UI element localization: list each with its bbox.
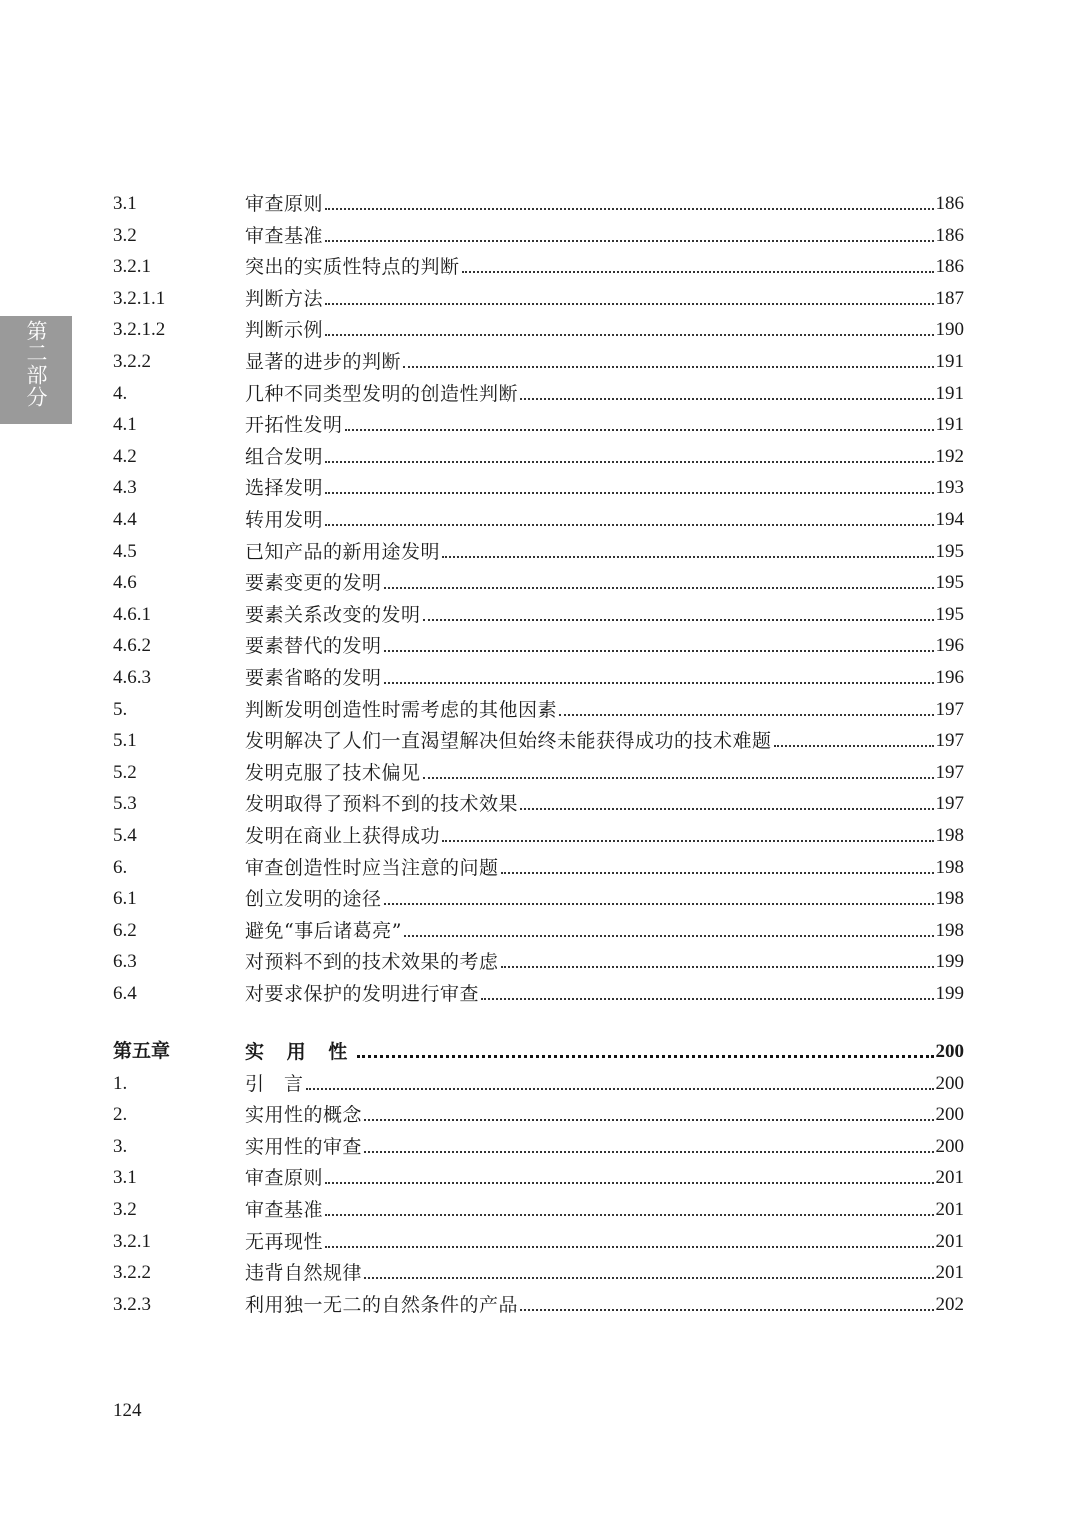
toc-entry-number: 4.4 — [113, 509, 137, 530]
toc-entry-title: 避免“事后诸葛亮” — [245, 919, 402, 942]
toc-entry-title: 要素省略的发明 — [245, 667, 382, 689]
toc-entry-row — [113, 723, 964, 753]
toc-entry-title: 实用性的概念 — [245, 1104, 363, 1127]
toc-entry-number: 5.2 — [113, 761, 137, 783]
dot-leader — [325, 208, 933, 210]
toc-entry-title: 对预料不到的技术效果的考虑 — [245, 951, 499, 974]
toc-entry-row — [113, 1287, 964, 1317]
toc-entry-number: 4. — [113, 382, 128, 404]
dot-leader — [559, 714, 933, 716]
toc-entry-row — [113, 1129, 964, 1159]
toc-entry-number: 3.2 — [113, 224, 137, 246]
toc-entry-row — [113, 186, 964, 216]
toc-entry-row — [113, 1224, 964, 1254]
toc-entry-title: 要素关系改变的发明 — [245, 603, 421, 626]
toc-chapter-row — [113, 1034, 964, 1064]
toc-entry-page: 199 — [935, 983, 964, 1004]
toc-entry-row — [113, 249, 964, 279]
toc-entry-title: 发明取得了预料不到的技术效果 — [245, 793, 519, 816]
toc-entry-row — [113, 1255, 964, 1285]
toc-entry-title: 审查原则 — [245, 193, 324, 215]
toc-entry-page: 195 — [935, 572, 964, 594]
toc-entry-row — [113, 344, 964, 374]
toc-entry-page: 186 — [935, 193, 964, 214]
toc-entry-title: 审查原则 — [245, 1167, 324, 1190]
page-number: 124 — [113, 1400, 142, 1421]
toc-entry-title: 发明解决了人们一直渴望解决但始终未能获得成功的技术难题 — [245, 730, 772, 753]
dot-leader — [364, 1119, 933, 1121]
toc-entry-title: 转用发明 — [245, 509, 324, 531]
toc-entry-row — [113, 1192, 964, 1222]
toc-entry-number: 2. — [113, 1104, 128, 1126]
toc-entry-row — [113, 1160, 964, 1190]
toc-entry-page: 195 — [935, 540, 964, 562]
toc-entry-page: 201 — [935, 1199, 964, 1220]
dot-leader — [520, 808, 933, 810]
toc-entry-row — [113, 692, 964, 722]
dot-leader — [501, 966, 934, 968]
toc-entry-page: 196 — [935, 667, 964, 688]
toc-entry-number: 4.5 — [113, 540, 137, 562]
toc-entry-page: 197 — [935, 761, 964, 783]
toc-entry-number: 5. — [113, 698, 128, 720]
dot-leader — [325, 334, 933, 336]
toc-entry-row — [113, 407, 964, 437]
toc-entry-page: 194 — [935, 509, 964, 530]
toc-entry-number: 3.2.3 — [113, 1293, 151, 1315]
toc-entry-title: 选择发明 — [245, 477, 324, 500]
toc-entry-row — [113, 281, 964, 311]
toc-entry-title: 突出的实质性特点的判断 — [245, 256, 460, 279]
toc-entry-page: 197 — [935, 730, 964, 752]
toc-entry-page: 192 — [935, 445, 964, 467]
toc-entry-row — [113, 850, 964, 880]
dot-leader — [364, 1277, 933, 1279]
toc-entry-row — [113, 913, 964, 943]
toc-entry-title: 实用性的审查 — [245, 1135, 363, 1158]
toc-entry-number: 6.3 — [113, 951, 137, 973]
toc-entry-number: 3.2.2 — [113, 351, 151, 372]
toc-entry-title: 对要求保护的发明进行审查 — [245, 983, 480, 1005]
toc-entry-page: 191 — [935, 351, 964, 372]
toc-entry-page: 196 — [935, 635, 964, 657]
toc-entry-page: 191 — [935, 382, 964, 404]
toc-entry-number: 4.3 — [113, 477, 137, 499]
toc-entry-number: 3.1 — [113, 193, 137, 214]
toc-entry-title: 组合发明 — [245, 445, 324, 468]
toc-entry-page: 195 — [935, 603, 964, 625]
dot-leader — [403, 366, 933, 368]
dot-leader — [774, 745, 934, 747]
dot-leader — [325, 1214, 933, 1216]
toc-entry-title: 创立发明的途径 — [245, 888, 382, 911]
toc-entry-row — [113, 944, 964, 974]
toc-entry-number: 6.1 — [113, 888, 137, 910]
dot-leader — [357, 1055, 933, 1058]
toc-entry-row — [113, 786, 964, 816]
toc-entry-row — [113, 881, 964, 911]
toc-entry-page: 201 — [935, 1167, 964, 1189]
toc-entry-title: 利用独一无二的自然条件的产品 — [245, 1293, 519, 1316]
toc-entry-title: 发明克服了技术偏见 — [245, 761, 421, 784]
toc-entry-page: 186 — [935, 256, 964, 278]
toc-entry-number: 4.1 — [113, 414, 137, 436]
toc-entry-number: 6.4 — [113, 983, 137, 1004]
toc-entry-page: 202 — [935, 1293, 964, 1315]
toc-entry-number: 1. — [113, 1072, 128, 1094]
dot-leader — [325, 240, 933, 242]
toc-entry-row — [113, 534, 964, 564]
toc-entry-number: 4.6.2 — [113, 635, 151, 657]
toc-entry-title: 已知产品的新用途发明 — [245, 540, 441, 563]
toc-entry-page: 198 — [935, 856, 964, 878]
toc-entry-title: 要素变更的发明 — [245, 572, 382, 595]
toc-entry-page: 200 — [935, 1072, 964, 1094]
side-tab-label: 第二部分 — [24, 320, 48, 408]
dot-leader — [384, 903, 934, 905]
dot-leader — [325, 1182, 933, 1184]
toc-entry-title: 判断发明创造性时需考虑的其他因素 — [245, 698, 558, 721]
toc-entry-number: 3.2.1.1 — [113, 287, 166, 309]
toc-entry-title: 发明在商业上获得成功 — [245, 825, 441, 847]
toc-entry-page: 200 — [935, 1135, 964, 1157]
toc-entry-title: 实 用 性 — [245, 1041, 356, 1063]
toc-entry-title: 引 言 — [245, 1072, 304, 1095]
dot-leader — [384, 682, 934, 684]
toc-entry-title: 开拓性发明 — [245, 414, 343, 437]
toc-entry-number: 3.2.2 — [113, 1262, 151, 1284]
toc-entry-number: 6. — [113, 856, 128, 878]
toc-entry-row — [113, 597, 964, 627]
dot-leader — [306, 1088, 934, 1090]
toc-entry-title: 审查基准 — [245, 1199, 324, 1221]
toc-entry-row — [113, 628, 964, 658]
toc-entry-number: 3.2.1.2 — [113, 319, 166, 341]
dot-leader — [442, 840, 933, 842]
dot-leader — [325, 524, 933, 526]
toc-entry-row — [113, 439, 964, 469]
toc-entry-row — [113, 755, 964, 785]
toc-entry-number: 3.1 — [113, 1167, 137, 1189]
toc-entry-number: 4.6.1 — [113, 603, 151, 625]
toc-entry-page: 199 — [935, 951, 964, 973]
toc-entry-page: 190 — [935, 319, 964, 341]
dot-leader — [325, 492, 933, 494]
toc-entry-number: 6.2 — [113, 919, 137, 941]
dot-leader — [325, 1246, 933, 1248]
toc-entry-title: 判断方法 — [245, 287, 324, 310]
dot-leader — [462, 271, 934, 273]
toc-entry-row — [113, 818, 964, 848]
dot-leader — [325, 303, 933, 305]
dot-leader — [384, 587, 934, 589]
toc-entry-page: 187 — [935, 287, 964, 309]
toc-entry-number: 3.2.1 — [113, 256, 151, 278]
toc-entry-page: 197 — [935, 793, 964, 815]
dot-leader — [423, 777, 934, 779]
dot-leader — [404, 935, 934, 937]
toc-entry-title: 审查基准 — [245, 224, 324, 247]
toc-entry-page: 201 — [935, 1262, 964, 1284]
dot-leader — [345, 429, 934, 431]
toc-entry-page: 200 — [935, 1104, 964, 1126]
toc-entry-number: 4.2 — [113, 445, 137, 467]
toc-entry-page: 201 — [935, 1230, 964, 1252]
dot-leader — [520, 398, 933, 400]
section-side-tab — [0, 316, 72, 424]
toc-entry-number: 3. — [113, 1135, 128, 1157]
toc-entry-title: 要素替代的发明 — [245, 635, 382, 658]
toc-entry-row — [113, 376, 964, 406]
dot-leader — [384, 650, 934, 652]
toc-entry-page: 193 — [935, 477, 964, 499]
dot-leader — [481, 998, 933, 1000]
dot-leader — [325, 461, 933, 463]
toc-entry-title: 判断示例 — [245, 319, 324, 342]
toc-entry-page: 198 — [935, 919, 964, 941]
toc-entry-page: 198 — [935, 888, 964, 910]
toc-entry-page: 197 — [935, 698, 964, 720]
toc-entry-row — [113, 1097, 964, 1127]
toc-entry-title: 审查创造性时应当注意的问题 — [245, 856, 499, 879]
toc-entry-row — [113, 1066, 964, 1096]
toc-entry-row — [113, 312, 964, 342]
toc-entry-row — [113, 218, 964, 248]
toc-entry-page: 198 — [935, 825, 964, 846]
toc-entry-number: 3.2 — [113, 1199, 137, 1220]
dot-leader — [501, 872, 934, 874]
dot-leader — [364, 1151, 933, 1153]
toc-entry-title: 几种不同类型发明的创造性判断 — [245, 382, 519, 405]
dot-leader — [442, 556, 933, 558]
toc-entry-number: 第五章 — [113, 1041, 171, 1062]
toc-entry-number: 3.2.1 — [113, 1230, 151, 1252]
toc-entry-page: 200 — [935, 1041, 964, 1062]
toc-entry-title: 显著的进步的判断 — [245, 351, 402, 373]
toc-entry-title: 违背自然规律 — [245, 1262, 363, 1285]
dot-leader — [520, 1309, 933, 1311]
toc-entry-number: 5.4 — [113, 825, 137, 846]
toc-entry-page: 186 — [935, 224, 964, 246]
toc-entry-number: 5.1 — [113, 730, 137, 752]
toc-entry-number: 4.6.3 — [113, 667, 151, 688]
toc-entry-page: 191 — [935, 414, 964, 436]
toc-entry-row — [113, 470, 964, 500]
toc-entry-number: 5.3 — [113, 793, 137, 815]
toc-entry-title: 无再现性 — [245, 1230, 324, 1253]
toc-entry-row — [113, 565, 964, 595]
toc-entry-row — [113, 502, 964, 532]
toc-entry-row — [113, 660, 964, 690]
dot-leader — [423, 619, 934, 621]
toc-entry-row — [113, 976, 964, 1006]
toc-entry-number: 4.6 — [113, 572, 137, 594]
